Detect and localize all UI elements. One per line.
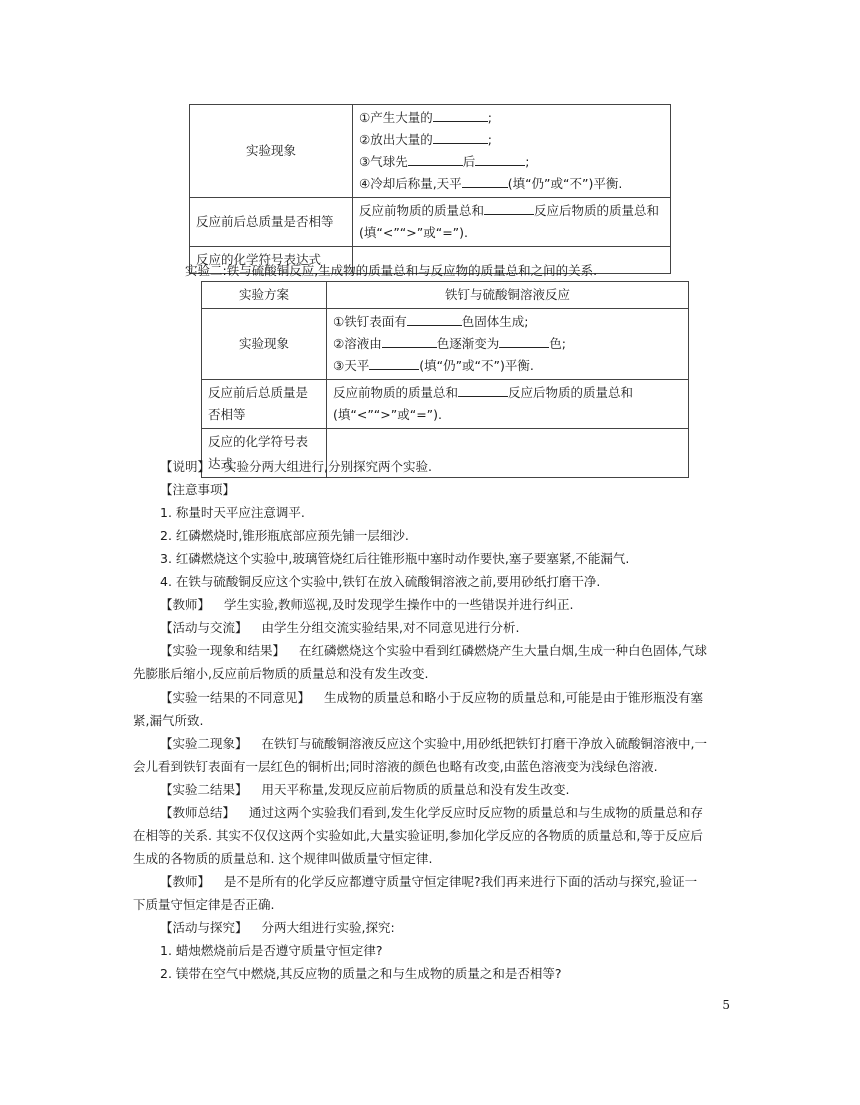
exp1-result-paragraph-cont: 先膨胀后缩小,反应前后物质的质量总和没有发生改变.: [133, 666, 429, 681]
phenomenon-content-cell: ①铁钉表面有 色固体生成; ②溶液由 色逐渐变为 色; ③天平 (填“仍”或“不”)平衡.: [327, 309, 689, 380]
formula-label-cell: 反应的化学符号表达式: [202, 429, 327, 478]
summary-paragraph: 【教师总结】 通过这两个实验我们看到,发生化学反应时反应物的质量总和与生成物的质量总和存: [160, 805, 703, 820]
answer-blank[interactable]: [433, 107, 488, 122]
attention-item: 2. 红磷燃烧时,锥形瓶底部应预先铺一层细沙.: [160, 528, 409, 543]
answer-blank[interactable]: [382, 333, 437, 348]
exp1-diff-paragraph-cont: 紧,漏气所致.: [133, 713, 204, 728]
attention-item: 3. 红磷燃烧这个实验中,玻璃管烧红后往锥形瓶中塞时动作要快,塞子要塞紧,不能漏气.: [160, 551, 630, 566]
answer-blank[interactable]: [458, 382, 508, 397]
exp2-phen-paragraph: 【实验二现象】 在铁钉与硫酸铜溶液反应这个实验中,用砂纸把铁钉打磨干净放入硫酸铜溶液中,一: [160, 736, 707, 751]
answer-blank[interactable]: [475, 151, 525, 166]
answer-blank[interactable]: [462, 173, 508, 188]
explore-paragraph: 【活动与探究】 分两大组进行实验,探究:: [160, 920, 395, 935]
phenomenon-label-cell: 实验现象: [202, 309, 327, 380]
teacher2-paragraph: 【教师】 是不是所有的化学反应都遵守质量守恒定律呢?我们再来进行下面的活动与探究,验证一: [160, 874, 698, 889]
answer-blank[interactable]: [499, 333, 549, 348]
exp2-phen-paragraph-cont: 会儿看到铁钉表面有一层红色的铜析出;同时溶液的颜色也略有改变,由蓝色溶液变为浅绿色溶液.: [133, 759, 658, 774]
summary-paragraph-cont: 在相等的关系. 其实不仅仅这两个实验如此,大量实验证明,参加化学反应的各物质的质量总和,等于反应后: [133, 828, 703, 843]
mass-label-cell: 反应前后总质量是否相等: [202, 380, 327, 429]
answer-blank[interactable]: [407, 311, 462, 326]
experiment2-table: [201, 281, 689, 478]
experiment1-table: [189, 104, 671, 274]
explore-item: 2. 镁带在空气中燃烧,其反应物的质量之和与生成物的质量之和是否相等?: [160, 966, 562, 981]
answer-blank[interactable]: [433, 129, 488, 144]
exp1-result-paragraph: 【实验一现象和结果】 在红磷燃烧这个实验中看到红磷燃烧产生大量白烟,生成一种白色固体,气球: [160, 643, 707, 658]
summary-paragraph-cont: 生成的各物质的质量总和. 这个规律叫做质量守恒定律.: [133, 851, 433, 866]
teacher2-paragraph-cont: 下质量守恒定律是否正确.: [133, 897, 275, 912]
answer-blank[interactable]: [408, 151, 463, 166]
teacher-paragraph: 【教师】 学生实验,教师巡视,及时发现学生操作中的一些错误并进行纠正.: [160, 597, 574, 612]
mass-label-cell: 反应前后总质量是否相等: [190, 198, 353, 247]
plan-value-cell: 铁钉与硫酸铜溶液反应: [327, 282, 689, 309]
answer-blank[interactable]: [484, 200, 534, 215]
plan-label-cell: 实验方案: [202, 282, 327, 309]
attention-item: 1. 称量时天平应注意调平.: [160, 505, 305, 520]
page-number: 5: [722, 998, 730, 1012]
exp1-diff-paragraph: 【实验一结果的不同意见】 生成物的质量总和略小于反应物的质量总和,可能是由于锥形瓶没有塞: [160, 690, 703, 705]
mass-content-cell: 反应前物质的质量总和 反应后物质的质量总和(填“<”“>”或“=”).: [353, 198, 671, 247]
answer-blank[interactable]: [369, 355, 419, 370]
mass-content-cell: 反应前物质的质量总和 反应后物质的质量总和(填“<”“>”或“=”).: [327, 380, 689, 429]
phenomenon-label-cell: 实验现象: [190, 105, 353, 198]
note-paragraph: 【说明】 实验分两大组进行,分别探究两个实验.: [160, 459, 432, 474]
attention-item: 4. 在铁与硫酸铜反应这个实验中,铁钉在放入硫酸铜溶液之前,要用砂纸打磨干净.: [160, 574, 601, 589]
attention-heading: 【注意事项】: [160, 482, 236, 497]
exp2-result-paragraph: 【实验二结果】 用天平称量,发现反应前后物质的质量总和没有发生改变.: [160, 782, 570, 797]
phenomenon-content-cell: ①产生大量的 ; ②放出大量的 ; ③气球先 后 ; ④冷却后称量,天平 (填“仍”或“不”)平衡.: [353, 105, 671, 198]
formula-label-cell: 反应的化学符号表达式: [190, 247, 353, 274]
explore-item: 1. 蜡烛燃烧前后是否遵守质量守恒定律?: [160, 943, 383, 958]
activity-paragraph: 【活动与交流】 由学生分组交流实验结果,对不同意见进行分析.: [160, 620, 520, 635]
experiment2-title: 实验二:铁与硫酸铜反应,生成物的质量总和与反应物的质量总和之间的关系.: [185, 263, 598, 278]
